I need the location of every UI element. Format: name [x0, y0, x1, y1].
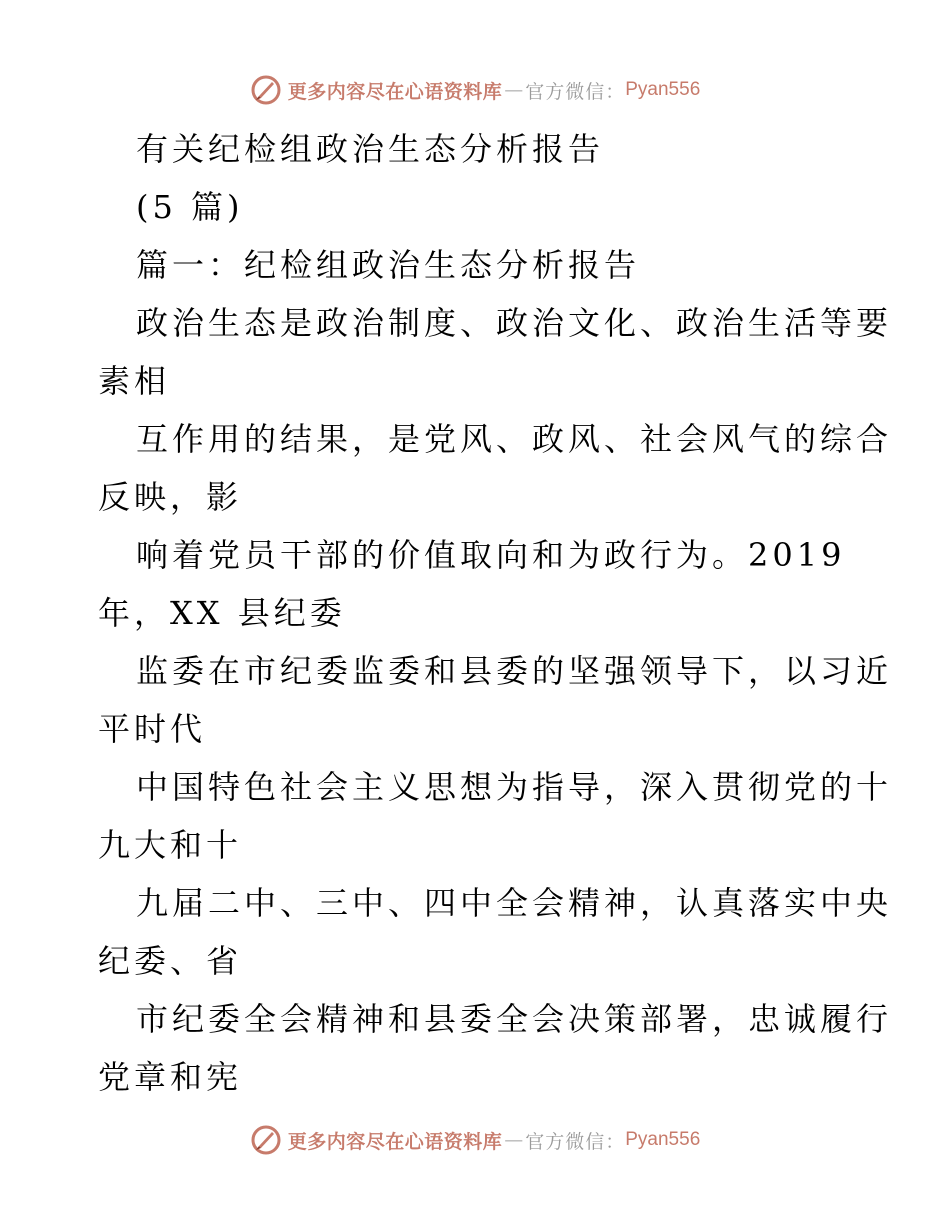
banner-wechat-account: Pyan556 — [625, 1129, 701, 1150]
paragraph-line: 党章和宪 — [98, 1058, 243, 1096]
banner-wechat-account: Pyan556 — [625, 79, 701, 100]
paragraph-line: 监委在市纪委监委和县委的坚强领导下，以习近 — [136, 652, 893, 690]
paragraph-line: 市纪委全会精神和县委全会决策部署，忠诚履行 — [136, 1000, 893, 1038]
banner-separator: — — [504, 79, 524, 101]
document-subtitle: (5 篇) — [136, 188, 244, 226]
paragraph-line: 反映，影 — [98, 478, 243, 516]
banner-separator: — — [504, 1129, 524, 1151]
banner-wechat-label: 官方微信： — [525, 80, 626, 103]
paragraph-line: 纪委、省 — [98, 942, 243, 980]
paragraph-line: 年，XX 县纪委 — [98, 594, 346, 632]
paragraph-line: 九届二中、三中、四中全会精神，认真落实中央 — [136, 884, 893, 922]
paragraph-line: 中国特色社会主义思想为指导，深入贯彻党的十 — [136, 768, 893, 806]
paragraph-line: 互作用的结果，是党风、政风、社会风气的综合 — [136, 420, 893, 458]
paragraph-line: 政治生态是政治制度、政治文化、政治生活等要 — [136, 304, 893, 342]
paragraph-line: 平时代 — [98, 710, 207, 748]
section-heading: 篇一：纪检组政治生态分析报告 — [136, 246, 641, 284]
feather-pen-logo-icon — [250, 1124, 282, 1156]
footer-banner — [0, 1120, 950, 1160]
paragraph-line: 素相 — [98, 362, 171, 400]
banner-wechat-label: 官方微信： — [525, 1130, 626, 1153]
feather-pen-logo-icon — [250, 74, 282, 106]
document-title: 有关纪检组政治生态分析报告 — [136, 130, 605, 168]
paragraph-line: 响着党员干部的价值取向和为政行为。2019 — [136, 536, 846, 574]
banner-main-text: 更多内容尽在心语资料库 — [287, 1130, 503, 1153]
banner-main-text: 更多内容尽在心语资料库 — [287, 80, 503, 103]
header-banner — [0, 70, 950, 110]
paragraph-line: 九大和十 — [98, 826, 243, 864]
